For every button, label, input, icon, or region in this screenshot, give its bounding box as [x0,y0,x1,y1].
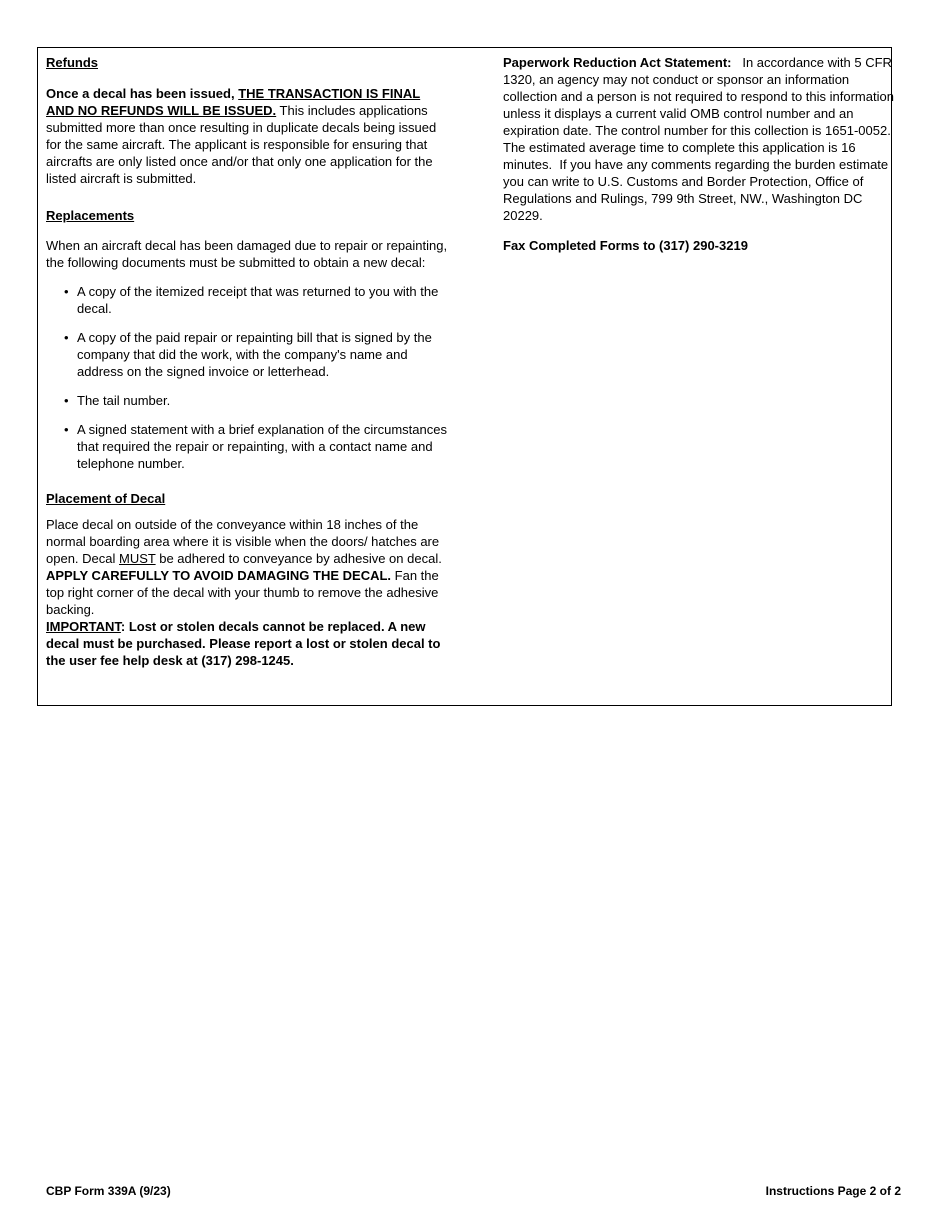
paperwork-label: Paperwork Reduction Act Statement: [503,55,732,70]
list-item-text: The tail number. [77,393,171,408]
bullet-icon: • [64,330,69,345]
fax-instruction: Fax Completed Forms to (317) 290-3219 [503,238,748,253]
bullet-icon: • [64,422,69,437]
replacements-intro: When an aircraft decal has been damaged due to repair or repainting, the following documents must be submitted to obtain a new decal: [46,238,448,270]
replacement-documents-list [46,283,451,472]
list-item [46,392,451,409]
placement-text-3: Fan the top right corner of the decal with your thumb to remove the adhesive backing. [46,568,439,617]
refunds-emphasis: THE TRANSACTION IS FINAL AND NO REFUNDS WILL BE ISSUED. [46,86,421,118]
bullet-icon: • [64,393,69,408]
replacements-heading: Replacements [46,208,135,223]
list-item-text: A copy of the itemized receipt that was returned to you with the decal. [77,284,439,316]
placement-caution: APPLY CAREFULLY TO AVOID DAMAGING THE DECAL. [46,568,392,583]
important-text: : Lost or stolen decals cannot be replaced. A new decal must be purchased. Please report a lost or stolen decal to the user fee help desk at (317) 298-1245. [46,619,441,668]
paperwork-text: In accordance with 5 CFR 1320, an agency may not conduct or sponsor an information collection and a person is not required to respond to this information unless it displays a current valid OMB control number and an expiration date. The control number for this collection is 1651-0052. The estimated average time to complete this application is 16 minutes. If you have any comments regarding the burden estimate you can write to U.S. Customs and Border Protection, Office of Regulations and Rulings, 799 9th Street, NW., Washington DC 20229. [503,55,898,223]
refunds-heading: Refunds [46,55,98,70]
important-label: IMPORTANT [46,619,121,634]
refunds-body: This includes applications submitted more than once resulting in duplicate decals being issued for the same aircraft. The applicant is responsible for ensuring that aircrafts are only listed once and/or that only one application for the listed aircraft is submitted. [46,103,437,186]
placement-text-1: Place decal on outside of the conveyance within 18 inches of the normal boarding area where it is visible when the doors/ hatches are open. Decal [46,517,440,566]
placement-text-2: be adhered to conveyance by adhesive on decal. [155,551,442,566]
list-item-text: A signed statement with a brief explanation of the circumstances that required the repair or repainting, with a contact name and telephone number. [77,422,447,471]
list-item [46,329,451,380]
list-item [46,421,451,472]
placement-heading: Placement of Decal [46,491,166,506]
right-column [503,54,899,254]
list-item-text: A copy of the paid repair or repainting bill that is signed by the company that did the work, with the company's name and address on the signed invoice or letterhead. [77,330,432,379]
refunds-paragraph [46,85,451,187]
form-id: CBP Form 339A (9/23) [46,1184,171,1198]
paperwork-statement [503,54,899,224]
refunds-lead: Once a decal has been issued, [46,86,239,101]
instructions-frame [37,47,898,706]
page-number: Instructions Page 2 of 2 [765,1184,901,1198]
bullet-icon: • [64,284,69,299]
list-item [46,283,451,317]
placement-paragraph [46,516,451,669]
placement-must: MUST [119,551,156,566]
left-column [46,54,451,669]
